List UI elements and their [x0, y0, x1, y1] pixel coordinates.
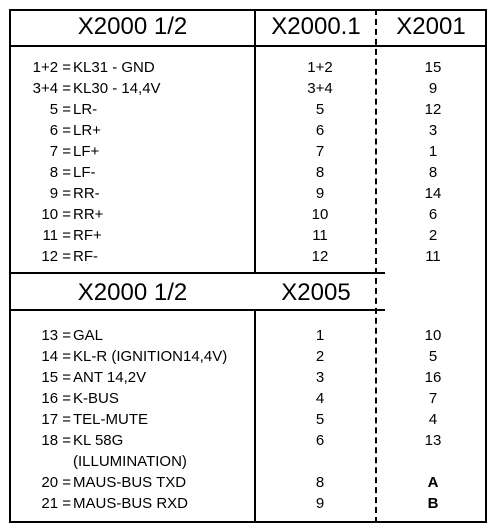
signal-name: ANT 14,2V [73, 369, 147, 386]
column-divider-left-bottom [254, 309, 256, 523]
header-x2005: X2005 [281, 279, 351, 306]
x2001-pin: 15 [424, 59, 442, 76]
pin-number: 16 = [41, 390, 71, 407]
pin-number: 17 = [41, 411, 71, 428]
x2001-pin: 14 [424, 185, 442, 202]
x2000-1-pin: 10 [311, 206, 329, 223]
x2001-pin: 6 [428, 206, 438, 223]
pin-number: 10 = [41, 206, 71, 223]
pin-number: 8 = [49, 164, 71, 181]
pin-number: 5 = [49, 101, 71, 118]
signal-name: LF+ [73, 143, 100, 160]
x2001-pin: A [427, 474, 439, 491]
x2001-pin: 4 [428, 411, 438, 428]
pin-number: 6 = [49, 122, 71, 139]
x2005-pin: 1 [315, 327, 325, 344]
signal-name: K-BUS [73, 390, 119, 407]
signal-name: KL31 - GND [73, 59, 155, 76]
signal-name: (ILLUMINATION) [73, 453, 187, 470]
header-x2000-bottom: X2000 1/2 [77, 279, 188, 306]
x2005-pin: 3 [315, 369, 325, 386]
signal-name: MAUS-BUS RXD [73, 495, 189, 512]
header-divider-top [9, 45, 487, 47]
x2000-1-pin: 12 [311, 248, 329, 265]
signal-name: LR+ [73, 122, 101, 139]
pin-number: 11 = [42, 227, 71, 244]
x2005-pin: 4 [315, 390, 325, 407]
x2001-pin: 12 [424, 101, 442, 118]
column-divider-left-top [254, 9, 256, 273]
pin-number: 12 = [41, 248, 71, 265]
pin-number: 9 = [49, 185, 71, 202]
x2001-pin: 16 [424, 369, 442, 386]
x2000-1-pin: 9 [315, 185, 325, 202]
pin-number: 3+4 = [32, 80, 71, 97]
x2001-pin: B [427, 495, 439, 512]
x2001-pin: 1 [428, 143, 438, 160]
header-divider-bottom [9, 309, 385, 311]
x2001-pin: 3 [428, 122, 438, 139]
header-x2000-1: X2000.1 [271, 13, 361, 40]
x2000-1-pin: 1+2 [307, 59, 333, 76]
section-divider [9, 272, 385, 274]
pin-number: 13 = [41, 327, 71, 344]
signal-name: RF+ [73, 227, 102, 244]
signal-name: LF- [73, 164, 96, 181]
signal-name: KL30 - 14,4V [73, 80, 161, 97]
column-divider-right-dashed [375, 9, 377, 523]
x2001-pin: 11 [425, 248, 441, 265]
pin-number: 14 = [41, 348, 71, 365]
x2001-pin: 5 [428, 348, 438, 365]
x2001-pin: 8 [428, 164, 438, 181]
pin-number: 20 = [41, 474, 71, 491]
x2001-pin: 2 [428, 227, 438, 244]
pin-number: 7 = [49, 143, 71, 160]
pin-number: 15 = [41, 369, 71, 386]
signal-name: KL 58G [73, 432, 124, 449]
x2005-pin: 2 [315, 348, 325, 365]
x2000-1-pin: 5 [315, 101, 325, 118]
x2000-1-pin: 7 [315, 143, 325, 160]
signal-name: GAL [73, 327, 104, 344]
x2005-pin: 6 [315, 432, 325, 449]
x2005-pin: 9 [315, 495, 325, 512]
pin-number: 18 = [41, 432, 71, 449]
x2005-pin: 5 [315, 411, 325, 428]
signal-name: RR+ [73, 206, 104, 223]
pin-number: 21 = [41, 495, 71, 512]
x2001-pin: 7 [428, 390, 438, 407]
header-x2001: X2001 [396, 13, 466, 40]
x2001-pin: 10 [424, 327, 442, 344]
signal-name: RR- [73, 185, 100, 202]
signal-name: RF- [73, 248, 98, 265]
signal-name: TEL-MUTE [73, 411, 148, 428]
x2000-1-pin: 6 [315, 122, 325, 139]
pin-number: 1+2 = [32, 59, 71, 76]
signal-name: MAUS-BUS TXD [73, 474, 187, 491]
x2000-1-pin: 11 [312, 227, 328, 244]
signal-name: KL-R (IGNITION14,4V) [73, 348, 228, 365]
signal-name: LR- [73, 101, 98, 118]
x2000-1-pin: 8 [315, 164, 325, 181]
x2005-pin: 8 [315, 474, 325, 491]
x2000-1-pin: 3+4 [307, 80, 333, 97]
x2001-pin: 13 [424, 432, 442, 449]
header-x2000-top: X2000 1/2 [77, 13, 188, 40]
x2001-pin: 9 [428, 80, 438, 97]
